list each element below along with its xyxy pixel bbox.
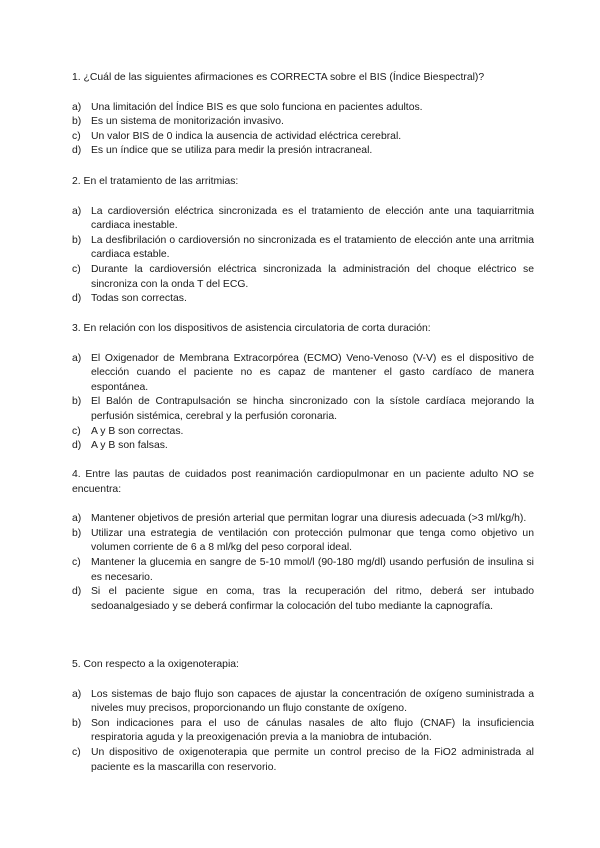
option-label: d) (72, 293, 82, 305)
option-c (72, 746, 534, 775)
option-text: Utilizar una estrategia de ventilación con protección pulmonar que tenga como objetivo un volumen corriente de 6 a 8 ml/kg del peso corporal ideal. (91, 527, 534, 554)
option-b (72, 527, 534, 556)
option-text: A y B son correctas. (91, 425, 184, 437)
question-1 (72, 71, 534, 159)
option-d (72, 292, 534, 307)
option-label: a) (72, 352, 82, 364)
question-stem: 2. En el tratamiento de las arritmias: (72, 176, 239, 187)
option-a (72, 512, 534, 527)
option-text: El Oxigenador de Membrana Extracorpórea (ECMO) Veno-Venoso (V-V) es el dispositivo de elección cuando el paciente no es capaz de mantener el gasto cardíaco de manera espontánea. (91, 352, 534, 393)
option-list (72, 205, 534, 307)
option-label: a) (72, 688, 82, 700)
option-d (72, 585, 534, 614)
option-text: Es un índice que se utiliza para medir la presión intracraneal. (91, 145, 373, 157)
option-text: Los sistemas de bajo flujo son capaces de ajustar la concentración de oxígeno suministrada a niveles muy precisos, proporcionando un flujo constante de oxígeno. (91, 688, 534, 715)
option-d (72, 144, 534, 159)
option-label: a) (72, 205, 82, 217)
question-4 (72, 468, 534, 614)
option-d (72, 439, 534, 454)
option-text: Mantener objetivos de presión arterial que permitan lograr una diuresis adecuada (>3 ml/kg/h). (91, 513, 527, 525)
option-a (72, 688, 534, 717)
question-stem: 4. Entre las pautas de cuidados post reanimación cardiopulmonar en un paciente adulto NO se encuentra: (72, 469, 534, 495)
option-text: Un dispositivo de oxigenoterapia que permite un control preciso de la FiO2 administrada al paciente es la mascarilla con reservorio. (91, 746, 534, 773)
option-a (72, 101, 534, 116)
option-b (72, 115, 534, 130)
option-text: El Balón de Contrapulsación se hincha sincronizado con la sístole cardíaca mejorando la perfusión sistémica, cerebral y la perfusión coronaria. (91, 396, 534, 422)
option-text: Una limitación del Índice BIS es que solo funciona en pacientes adultos. (91, 101, 423, 113)
option-text: La cardioversión eléctrica sincronizada es el tratamiento de elección ante una taquiarritmia cardiaca inestable. (91, 205, 534, 232)
option-text: Si el paciente sigue en coma, tras la recuperación del ritmo, deberá ser intubado sedoanalgesiado y se deberá confirmar la colocación del tubo mediante la capnografía. (91, 586, 534, 612)
option-label: b) (72, 527, 82, 539)
question-stem: 5. Con respecto a la oxigenoterapia: (72, 659, 239, 670)
option-label: b) (72, 396, 82, 408)
option-c (72, 425, 534, 440)
option-a (72, 352, 534, 396)
option-label: c) (72, 263, 81, 275)
option-list (72, 688, 534, 776)
question-5 (72, 658, 534, 775)
option-label: a) (72, 513, 82, 525)
option-a (72, 205, 534, 234)
option-text: A y B son falsas. (91, 440, 168, 452)
option-b (72, 717, 534, 746)
option-list (72, 101, 534, 159)
option-label: d) (72, 586, 82, 598)
option-text: Un valor BIS de 0 indica la ausencia de actividad eléctrica cerebral. (91, 130, 402, 142)
option-label: c) (72, 556, 81, 568)
option-label: c) (72, 746, 81, 758)
option-b (72, 395, 534, 424)
option-label: d) (72, 145, 82, 157)
option-text: Es un sistema de monitorización invasivo. (91, 116, 284, 128)
option-list (72, 352, 534, 454)
option-label: d) (72, 440, 82, 452)
option-text: Son indicaciones para el uso de cánulas nasales de alto flujo (CNAF) la insuficiencia respiratoria aguda y la preoxigenación previa a la maniobra de intubación. (91, 717, 534, 744)
question-3 (72, 322, 534, 454)
option-label: b) (72, 234, 82, 246)
option-label: c) (72, 425, 81, 437)
question-stem: 1. ¿Cuál de las siguientes afirmaciones es CORRECTA sobre el BIS (Índice Biespectral)? (72, 72, 485, 83)
option-list (72, 512, 534, 614)
option-label: b) (72, 717, 82, 729)
option-label: a) (72, 101, 82, 113)
option-text: Durante la cardioversión eléctrica sincronizada la administración del choque eléctrico se sincroniza con la onda T del ECG. (91, 263, 534, 290)
option-b (72, 234, 534, 263)
question-2 (72, 175, 534, 307)
option-c (72, 556, 534, 585)
option-c (72, 263, 534, 292)
option-label: b) (72, 116, 82, 128)
option-text: Mantener la glucemia en sangre de 5-10 mmol/l (90-180 mg/dl) usando perfusión de insulina si es necesario. (91, 556, 534, 583)
option-text: Todas son correctas. (91, 293, 187, 305)
question-stem: 3. En relación con los dispositivos de asistencia circulatoria de corta duración: (72, 323, 431, 334)
option-c (72, 130, 534, 145)
option-label: c) (72, 130, 81, 142)
option-text: La desfibrilación o cardioversión no sincronizada es el tratamiento de elección ante una arritmia cardiaca estable. (91, 234, 534, 261)
